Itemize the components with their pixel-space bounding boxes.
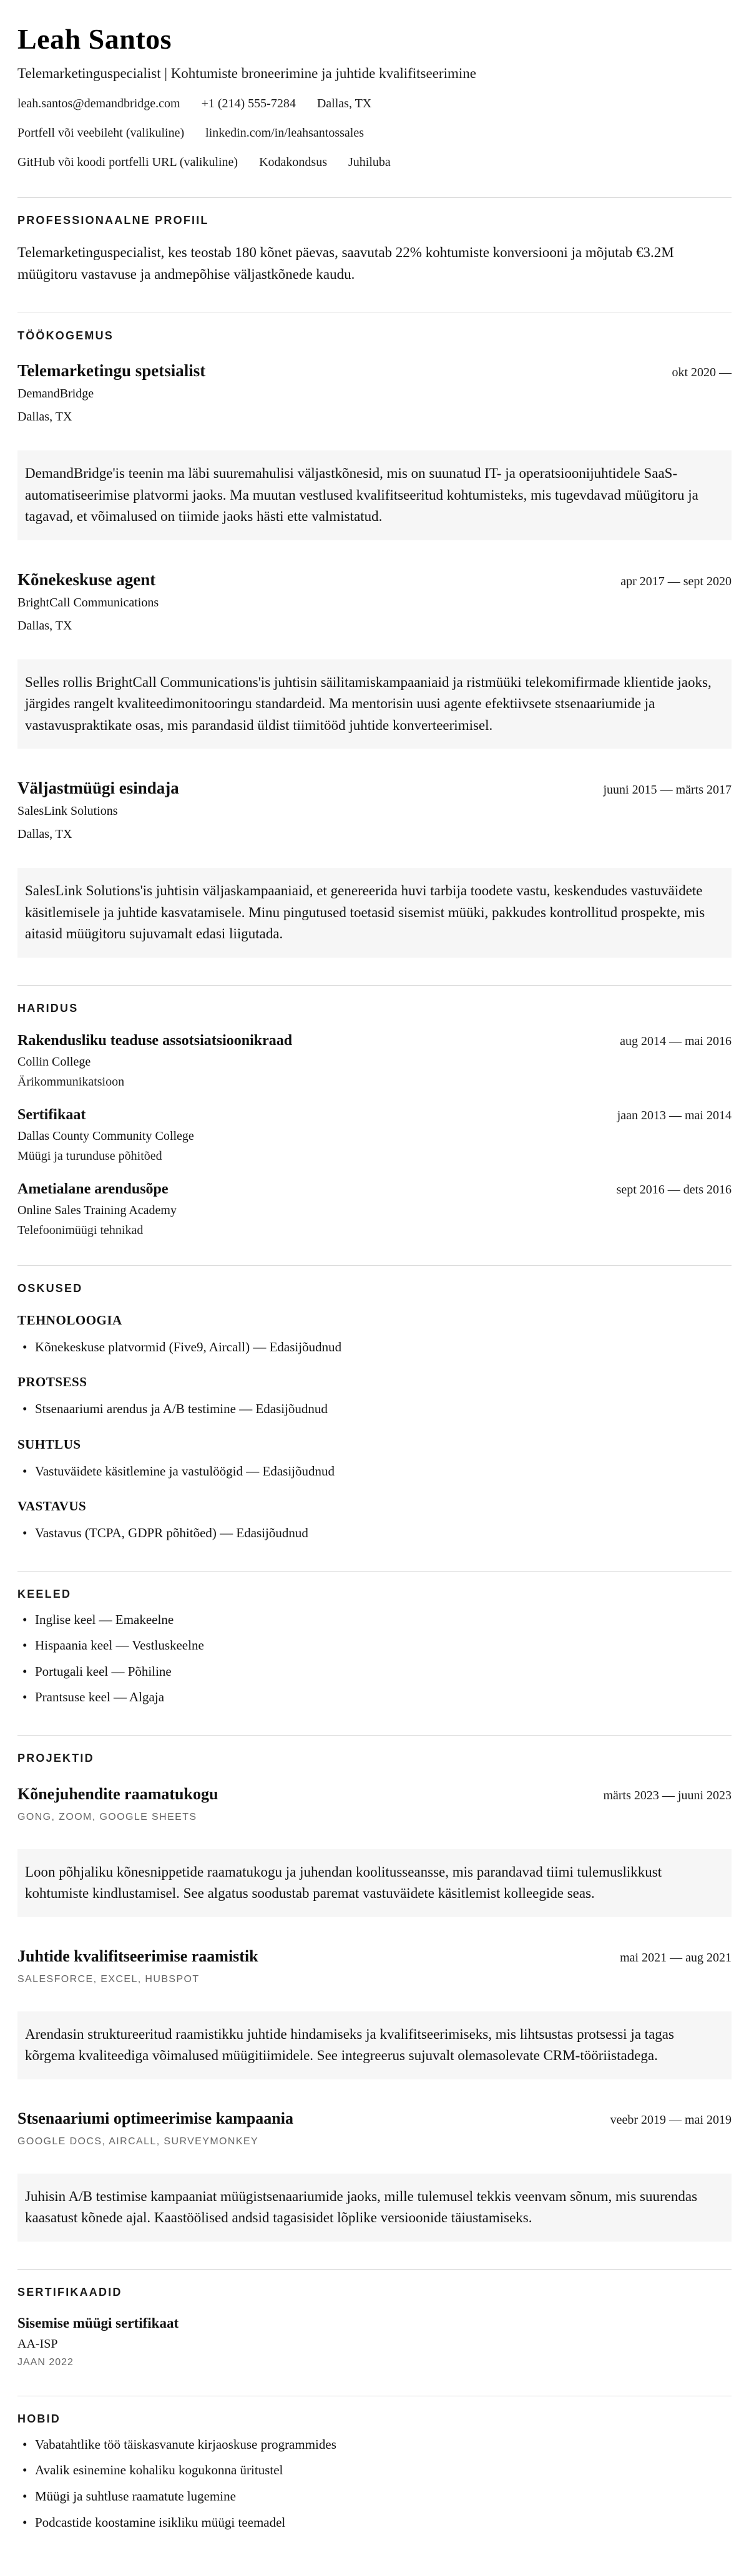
education-entry — [17, 1181, 732, 1238]
project-entry — [17, 1947, 732, 2079]
education-degree: Sertifikaat — [17, 1106, 86, 1123]
job-company: DemandBridge — [17, 387, 94, 401]
skill-category — [17, 1437, 732, 1482]
education-header — [17, 1107, 732, 1124]
hobby-item: • Müügi ja suhtluse raamatute lugemine — [17, 2486, 732, 2507]
section-projects — [17, 1735, 732, 2242]
certification-issuer: AA-ISP — [17, 2336, 58, 2351]
job-location: Dallas, TX — [17, 827, 72, 841]
hobby-list — [17, 2434, 732, 2532]
skill-category-name: PROTSESS — [17, 1374, 87, 1390]
education-degree: Rakendusliku teaduse assotsiatsioonikraad — [17, 1032, 293, 1049]
education-school: Collin College — [17, 1054, 91, 1069]
section-title-education: HARIDUS — [17, 1001, 79, 1014]
section-experience — [17, 313, 732, 958]
skill-category-name: TEHNOLOOGIA — [17, 1312, 122, 1328]
section-skills — [17, 1265, 732, 1543]
project-header — [17, 1947, 732, 1966]
hobby-item: • Podcastide koostamine isikliku müügi teemadel — [17, 2512, 732, 2533]
education-degree: Ametialane arendusõpe — [17, 1180, 169, 1197]
job-date: juuni 2015 — märts 2017 — [603, 783, 732, 797]
education-field: Ärikommunikatsioon — [17, 1074, 125, 1089]
education-school: Online Sales Training Academy — [17, 1203, 177, 1217]
section-profile — [17, 197, 732, 285]
education-field: Telefoonimüügi tehnikad — [17, 1223, 144, 1237]
certification-date: JAAN 2022 — [17, 2356, 74, 2368]
skill-category — [17, 1499, 732, 1543]
language-item: • Hispaania keel — Vestluskeelne — [17, 1635, 732, 1656]
skill-item: • Stsenaariumi arendus ja A/B testimine — Edasijõudnud — [17, 1399, 732, 1419]
job-entry — [17, 570, 732, 749]
project-title: Juhtide kvalifitseerimise raamistik — [17, 1947, 258, 1965]
job-description: Selles rollis BrightCall Communications'is juhtisin säilitamiskampaaniaid ja ristmüüki telekomifirmade klientide jaoks, järgides rangelt kvaliteedimonitooringu standardeid. Ma mentorisin uusi agente efektiivsete stsenaariumide ja vastavuspraktikate osas, mis parandasid üldist tiimitööd juhtide konverteerimisel. — [17, 659, 732, 749]
language-item: • Inglise keel — Emakeelne — [17, 1610, 732, 1630]
job-title: Telemarketingu spetsialist — [17, 361, 206, 380]
skill-item: • Vastuväidete käsitlemine ja vastulöögid — Edasijõudnud — [17, 1461, 732, 1482]
section-title-experience: TÖÖKOGEMUS — [17, 329, 114, 342]
education-date: jaan 2013 — mai 2014 — [617, 1108, 732, 1122]
education-field: Müügi ja turunduse põhitõed — [17, 1149, 162, 1163]
contact-linkedin: linkedin.com/in/leahsantossales — [205, 126, 364, 140]
skill-item: • Kõnekeskuse platvormid (Five9, Aircall) — Edasijõudnud — [17, 1337, 732, 1358]
hobby-item: • Vabatahtlike töö täiskasvanute kirjaoskuse programmides — [17, 2434, 732, 2455]
language-item: • Prantsuse keel — Algaja — [17, 1687, 732, 1708]
section-title-profile: PROFESSIONAALNE PROFIIL — [17, 214, 209, 226]
job-location: Dallas, TX — [17, 410, 72, 424]
education-date: sept 2016 — dets 2016 — [616, 1182, 732, 1197]
skill-list — [17, 1523, 732, 1543]
skill-list — [17, 1399, 732, 1419]
resume-name: Leah Santos — [17, 23, 172, 55]
section-title-languages: KEELED — [17, 1587, 72, 1600]
profile-text: Telemarketinguspecialist, kes teostab 180 kõnet päevas, saavutab 22% kohtumiste konversiooni ja mõjutab €3.2M müügitoru vastavuse ja andmepõhise väljastkõnede kaudu. — [17, 245, 674, 282]
job-title: Kõnekeskuse agent — [17, 570, 156, 589]
job-date: okt 2020 — — [672, 366, 732, 379]
education-header — [17, 1033, 732, 1049]
job-location: Dallas, TX — [17, 618, 72, 633]
skill-category-name: VASTAVUS — [17, 1499, 87, 1514]
job-date: apr 2017 — sept 2020 — [620, 574, 732, 588]
project-tools: GONG, ZOOM, GOOGLE SHEETS — [17, 1811, 197, 1822]
project-description: Loon põhjaliku kõnesnippetide raamatukogu ja juhendan koolitusseansse, mis parandavad tiimi tulemuslikkust kohtumiste kindlustamisel. See algatus soodustab paremat vastuväidete käsitlemist kolleegide seas. — [17, 1849, 732, 1917]
contact-phone: +1 (214) 555-7284 — [201, 97, 296, 110]
skill-list — [17, 1337, 732, 1358]
language-list — [17, 1610, 732, 1708]
hobby-item: • Avalik esinemine kohaliku kogukonna üritustel — [17, 2460, 732, 2481]
project-entry — [17, 1785, 732, 1917]
project-description: Juhisin A/B testimise kampaaniat müügistsenaariumide jaoks, mille tulemusel tekkis veenvam sõnum, mis suurendas kaasatust kõnede ajal. Kaastöölised andsid tagasisidet lõplike versioonide täiustamiseks. — [17, 2174, 732, 2242]
section-title-certifications: SERTIFIKAADID — [17, 2285, 122, 2298]
contact-drivers-license: Juhiluba — [348, 155, 391, 169]
resume-header — [17, 22, 732, 170]
job-company: BrightCall Communications — [17, 595, 159, 610]
job-entry — [17, 779, 732, 958]
job-header — [17, 361, 732, 381]
project-date: veebr 2019 — mai 2019 — [610, 2112, 732, 2127]
contact-portfolio: Portfell või veebileht (valikuline) — [17, 126, 185, 140]
job-title: Väljastmüügi esindaja — [17, 779, 179, 797]
contact-github: GitHub või koodi portfelli URL (valikuline) — [17, 155, 238, 169]
certification-name: Sisemise müügi sertifikaat — [17, 2315, 179, 2331]
resume-title: Telemarketinguspecialist | Kohtumiste broneerimine ja juhtide kvalifitseerimine — [17, 66, 476, 81]
contact-location: Dallas, TX — [316, 97, 372, 110]
job-header — [17, 779, 732, 798]
job-description: SalesLink Solutions'is juhtisin väljaskampaaniaid, et genereerida huvi tarbija toodete vastu, keskendudes vastuväidete käsitlemisele ja juhtide kasvatamisele. Minu pingutused toetasid sisemist müüki, pakkudes kontrollitud prospekte, mis aitasid müügitoru sujuvamalt edasi liigutada. — [17, 868, 732, 958]
job-entry — [17, 361, 732, 540]
contact-row-1 — [17, 97, 732, 111]
project-title: Stsenaariumi optimeerimise kampaania — [17, 2109, 293, 2127]
education-entry — [17, 1033, 732, 1089]
skill-list — [17, 1461, 732, 1482]
section-title-skills: OSKUSED — [17, 1281, 83, 1295]
contact-email: leah.santos@demandbridge.com — [17, 97, 180, 110]
section-certifications — [17, 2269, 732, 2368]
education-header — [17, 1181, 732, 1198]
section-title-projects: PROJEKTID — [17, 1751, 94, 1764]
section-hobbies — [17, 2396, 732, 2532]
job-header — [17, 570, 732, 590]
project-tools: GOOGLE DOCS, AIRCALL, SURVEYMONKEY — [17, 2136, 259, 2147]
project-header — [17, 1785, 732, 1804]
skill-item: • Vastavus (TCPA, GDPR põhitõed) — Edasijõudnud — [17, 1523, 732, 1543]
skill-category — [17, 1374, 732, 1419]
language-item: • Portugali keel — Põhiline — [17, 1661, 732, 1682]
job-description: DemandBridge'is teenin ma läbi suuremahulisi väljastkõnesid, mis on suunatud IT- ja operatsioonijuhtidele SaaS-automatiseerimise platvormi jaoks. Ma muutan vestlused kvalifitseeritud kohtumisteks, mis tugevdavad müügitoru ja tagavad, et võimalused on tiimide jaoks hästi ette valmistatud. — [17, 450, 732, 540]
job-company: SalesLink Solutions — [17, 804, 118, 818]
project-title: Kõnejuhendite raamatukogu — [17, 1784, 218, 1803]
contact-row-3 — [17, 155, 732, 170]
project-header — [17, 2109, 732, 2128]
section-title-hobbies: HOBID — [17, 2412, 61, 2425]
skill-category — [17, 1313, 732, 1358]
project-description: Arendasin struktureeritud raamistikku juhtide hindamiseks ja kvalifitseerimiseks, mis lihtsustas protsessi ja tagas kõrgema kvaliteediga võimalused müügitiimidele. See integreerus sujuvalt olemasolevate CRM-tööriistadega. — [17, 2011, 732, 2079]
certification-entry — [17, 2315, 732, 2368]
project-tools: SALESFORCE, EXCEL, HUBSPOT — [17, 1973, 200, 1985]
contact-citizenship: Kodakondsus — [259, 155, 327, 169]
education-date: aug 2014 — mai 2016 — [620, 1034, 732, 1048]
project-date: mai 2021 — aug 2021 — [620, 1950, 732, 1965]
project-date: märts 2023 — juuni 2023 — [603, 1788, 732, 1802]
section-languages — [17, 1571, 732, 1708]
project-entry — [17, 2109, 732, 2242]
section-education — [17, 985, 732, 1238]
education-entry — [17, 1107, 732, 1164]
contact-row-2 — [17, 126, 732, 140]
skill-category-name: SUHTLUS — [17, 1436, 81, 1452]
education-school: Dallas County Community College — [17, 1129, 194, 1143]
